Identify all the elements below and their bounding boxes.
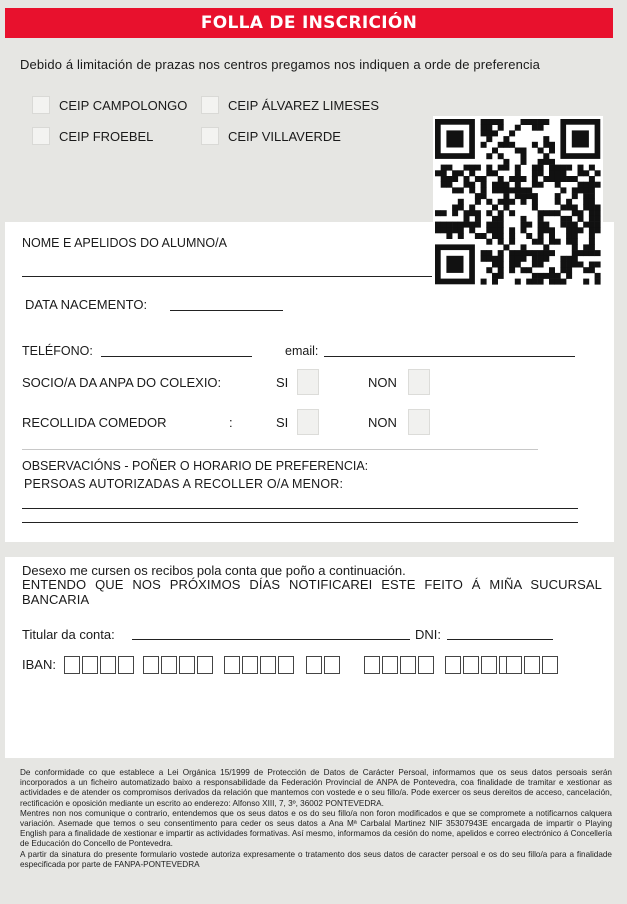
- iban-digit-box[interactable]: [306, 656, 322, 674]
- authorized-persons-line-2[interactable]: [22, 522, 578, 523]
- school-label-campolongo: CEIP CAMPOLONGO: [59, 98, 188, 113]
- iban-digit-box[interactable]: [64, 656, 80, 674]
- member-no-label: NON: [368, 375, 397, 390]
- legal-paragraph: De conformidade co que establece a Lei Orgánica 15/1999 de Protección de Datos de Carácter Persoal, informamos que os seus datos persoais serán incorporados a un ficheiro automatizado baixo a responsabilidade da Federación Provincial de ANPA de Pontevedra, coa finalidade de tramitar e xestionar as actividades e de atender os compromisos derivados da relación que mantemos con vostede e o seu fillo/a. Pode exercer os seus dereitos de acceso, cancelación, rectificación e oposición mediante un escrito ao enderezo: Alfonso XIII, 7, 3º, 36002 PONTEVEDRA.: [20, 768, 612, 808]
- lunch-pickup-label: RECOLLIDA COMEDOR: [22, 415, 167, 430]
- lunch-yes-label: SI: [276, 415, 289, 430]
- intro-text: Debido á limitación de prazas nos centros pregamos nos indiquen a orde de preferencia: [20, 57, 541, 72]
- iban-digit-box[interactable]: [224, 656, 240, 674]
- iban-digit-box[interactable]: [542, 656, 558, 674]
- qr-code-icon: [433, 116, 603, 291]
- student-name-field[interactable]: [22, 276, 432, 277]
- member-yes-label: SI: [276, 375, 289, 390]
- bank-notify-text: ENTENDO QUE NOS PRÓXIMOS DÍAS NOTIFICAREI ESTE FEITO Á MIÑA SUCURSAL BANCARIA: [22, 577, 602, 607]
- data-protection-notice: [20, 768, 612, 870]
- iban-digit-box[interactable]: [506, 656, 522, 674]
- phone-label: TELÉFONO:: [22, 344, 93, 358]
- email-field[interactable]: [324, 356, 575, 357]
- lunch-yes-checkbox[interactable]: [297, 409, 319, 435]
- member-no-checkbox[interactable]: [408, 369, 430, 395]
- phone-field[interactable]: [101, 356, 252, 357]
- form-title: FOLLA DE INSCRICIÓN: [5, 8, 613, 38]
- iban-digit-box[interactable]: [118, 656, 134, 674]
- iban-digit-box[interactable]: [161, 656, 177, 674]
- member-label: SOCIO/A DA ANPA DO COLEXIO:: [22, 375, 222, 390]
- student-name-label: NOME E APELIDOS DO ALUMNO/A: [22, 236, 227, 250]
- iban-digit-box[interactable]: [197, 656, 213, 674]
- iban-digit-box[interactable]: [418, 656, 434, 674]
- member-yes-checkbox[interactable]: [297, 369, 319, 395]
- email-label: email:: [285, 344, 319, 358]
- account-holder-label: Titular da conta:: [22, 627, 115, 642]
- school-checkbox-alvarez-limeses[interactable]: [201, 96, 219, 114]
- iban-digit-box[interactable]: [382, 656, 398, 674]
- divider: [22, 449, 538, 450]
- lunch-pickup-colon: :: [229, 415, 233, 430]
- school-checkbox-campolongo[interactable]: [32, 96, 50, 114]
- authorized-persons-label: PERSOAS AUTORIZADAS A RECOLLER O/A MENOR:: [24, 477, 344, 491]
- school-label-villaverde: CEIP VILLAVERDE: [228, 129, 341, 144]
- iban-label: IBAN:: [22, 657, 56, 672]
- bank-intro-line: Desexo me cursen os recibos pola conta que poño a continuación.: [22, 563, 406, 578]
- legal-paragraph: Mentres non nos comunique o contrario, entendemos que os seus datos e os do seu fillo/a non foron modificados e que se compromete a notificarnos calquera variación. Asemade que temos o seu consentimento para ceder os seus datos a Ana Mª Carbalal Martinez NIF 35307943E encargada de impartir o Playing English para a finalidade de xestionar e impartir as actividades formativas. Así mesmo, informamos da cesión do nome, apelidos e correo electrónico á Concellería de Educación do Concello de Pontevedra.: [20, 808, 612, 849]
- iban-digit-box[interactable]: [524, 656, 540, 674]
- iban-digit-box[interactable]: [242, 656, 258, 674]
- school-label-alvarez-limeses: CEIP ÁLVAREZ LIMESES: [228, 98, 379, 113]
- lunch-no-checkbox[interactable]: [408, 409, 430, 435]
- iban-digit-box[interactable]: [445, 656, 461, 674]
- school-checkbox-villaverde[interactable]: [201, 127, 219, 145]
- iban-digit-box[interactable]: [100, 656, 116, 674]
- iban-digit-box[interactable]: [278, 656, 294, 674]
- observations-label: OBSERVACIÓNS - POÑER O HORARIO DE PREFERENCIA:: [22, 459, 369, 473]
- iban-digit-box[interactable]: [179, 656, 195, 674]
- dni-field[interactable]: [447, 639, 553, 640]
- iban-digit-box[interactable]: [463, 656, 479, 674]
- dni-label: DNI:: [415, 627, 441, 642]
- qr-code[interactable]: [433, 116, 603, 291]
- birth-date-field[interactable]: [170, 310, 283, 311]
- legal-paragraph: A partir da sinatura do presente formulario vostede autoriza expresamente o tratamento dos seus datos de caracter persoal e os do seu fillo/a para a finalidade especificada por parte de FANPA-PONTEVEDRA: [20, 849, 612, 869]
- authorized-persons-line-1[interactable]: [22, 508, 578, 509]
- birth-date-label: DATA NACEMENTO:: [25, 297, 148, 312]
- iban-digit-box[interactable]: [324, 656, 340, 674]
- lunch-no-label: NON: [368, 415, 397, 430]
- iban-digit-box[interactable]: [260, 656, 276, 674]
- iban-digit-box[interactable]: [481, 656, 497, 674]
- account-holder-field[interactable]: [132, 639, 410, 640]
- iban-digit-box[interactable]: [143, 656, 159, 674]
- iban-digit-box[interactable]: [364, 656, 380, 674]
- iban-digit-box[interactable]: [82, 656, 98, 674]
- school-checkbox-froebel[interactable]: [32, 127, 50, 145]
- iban-digit-box[interactable]: [400, 656, 416, 674]
- school-label-froebel: CEIP FROEBEL: [59, 129, 154, 144]
